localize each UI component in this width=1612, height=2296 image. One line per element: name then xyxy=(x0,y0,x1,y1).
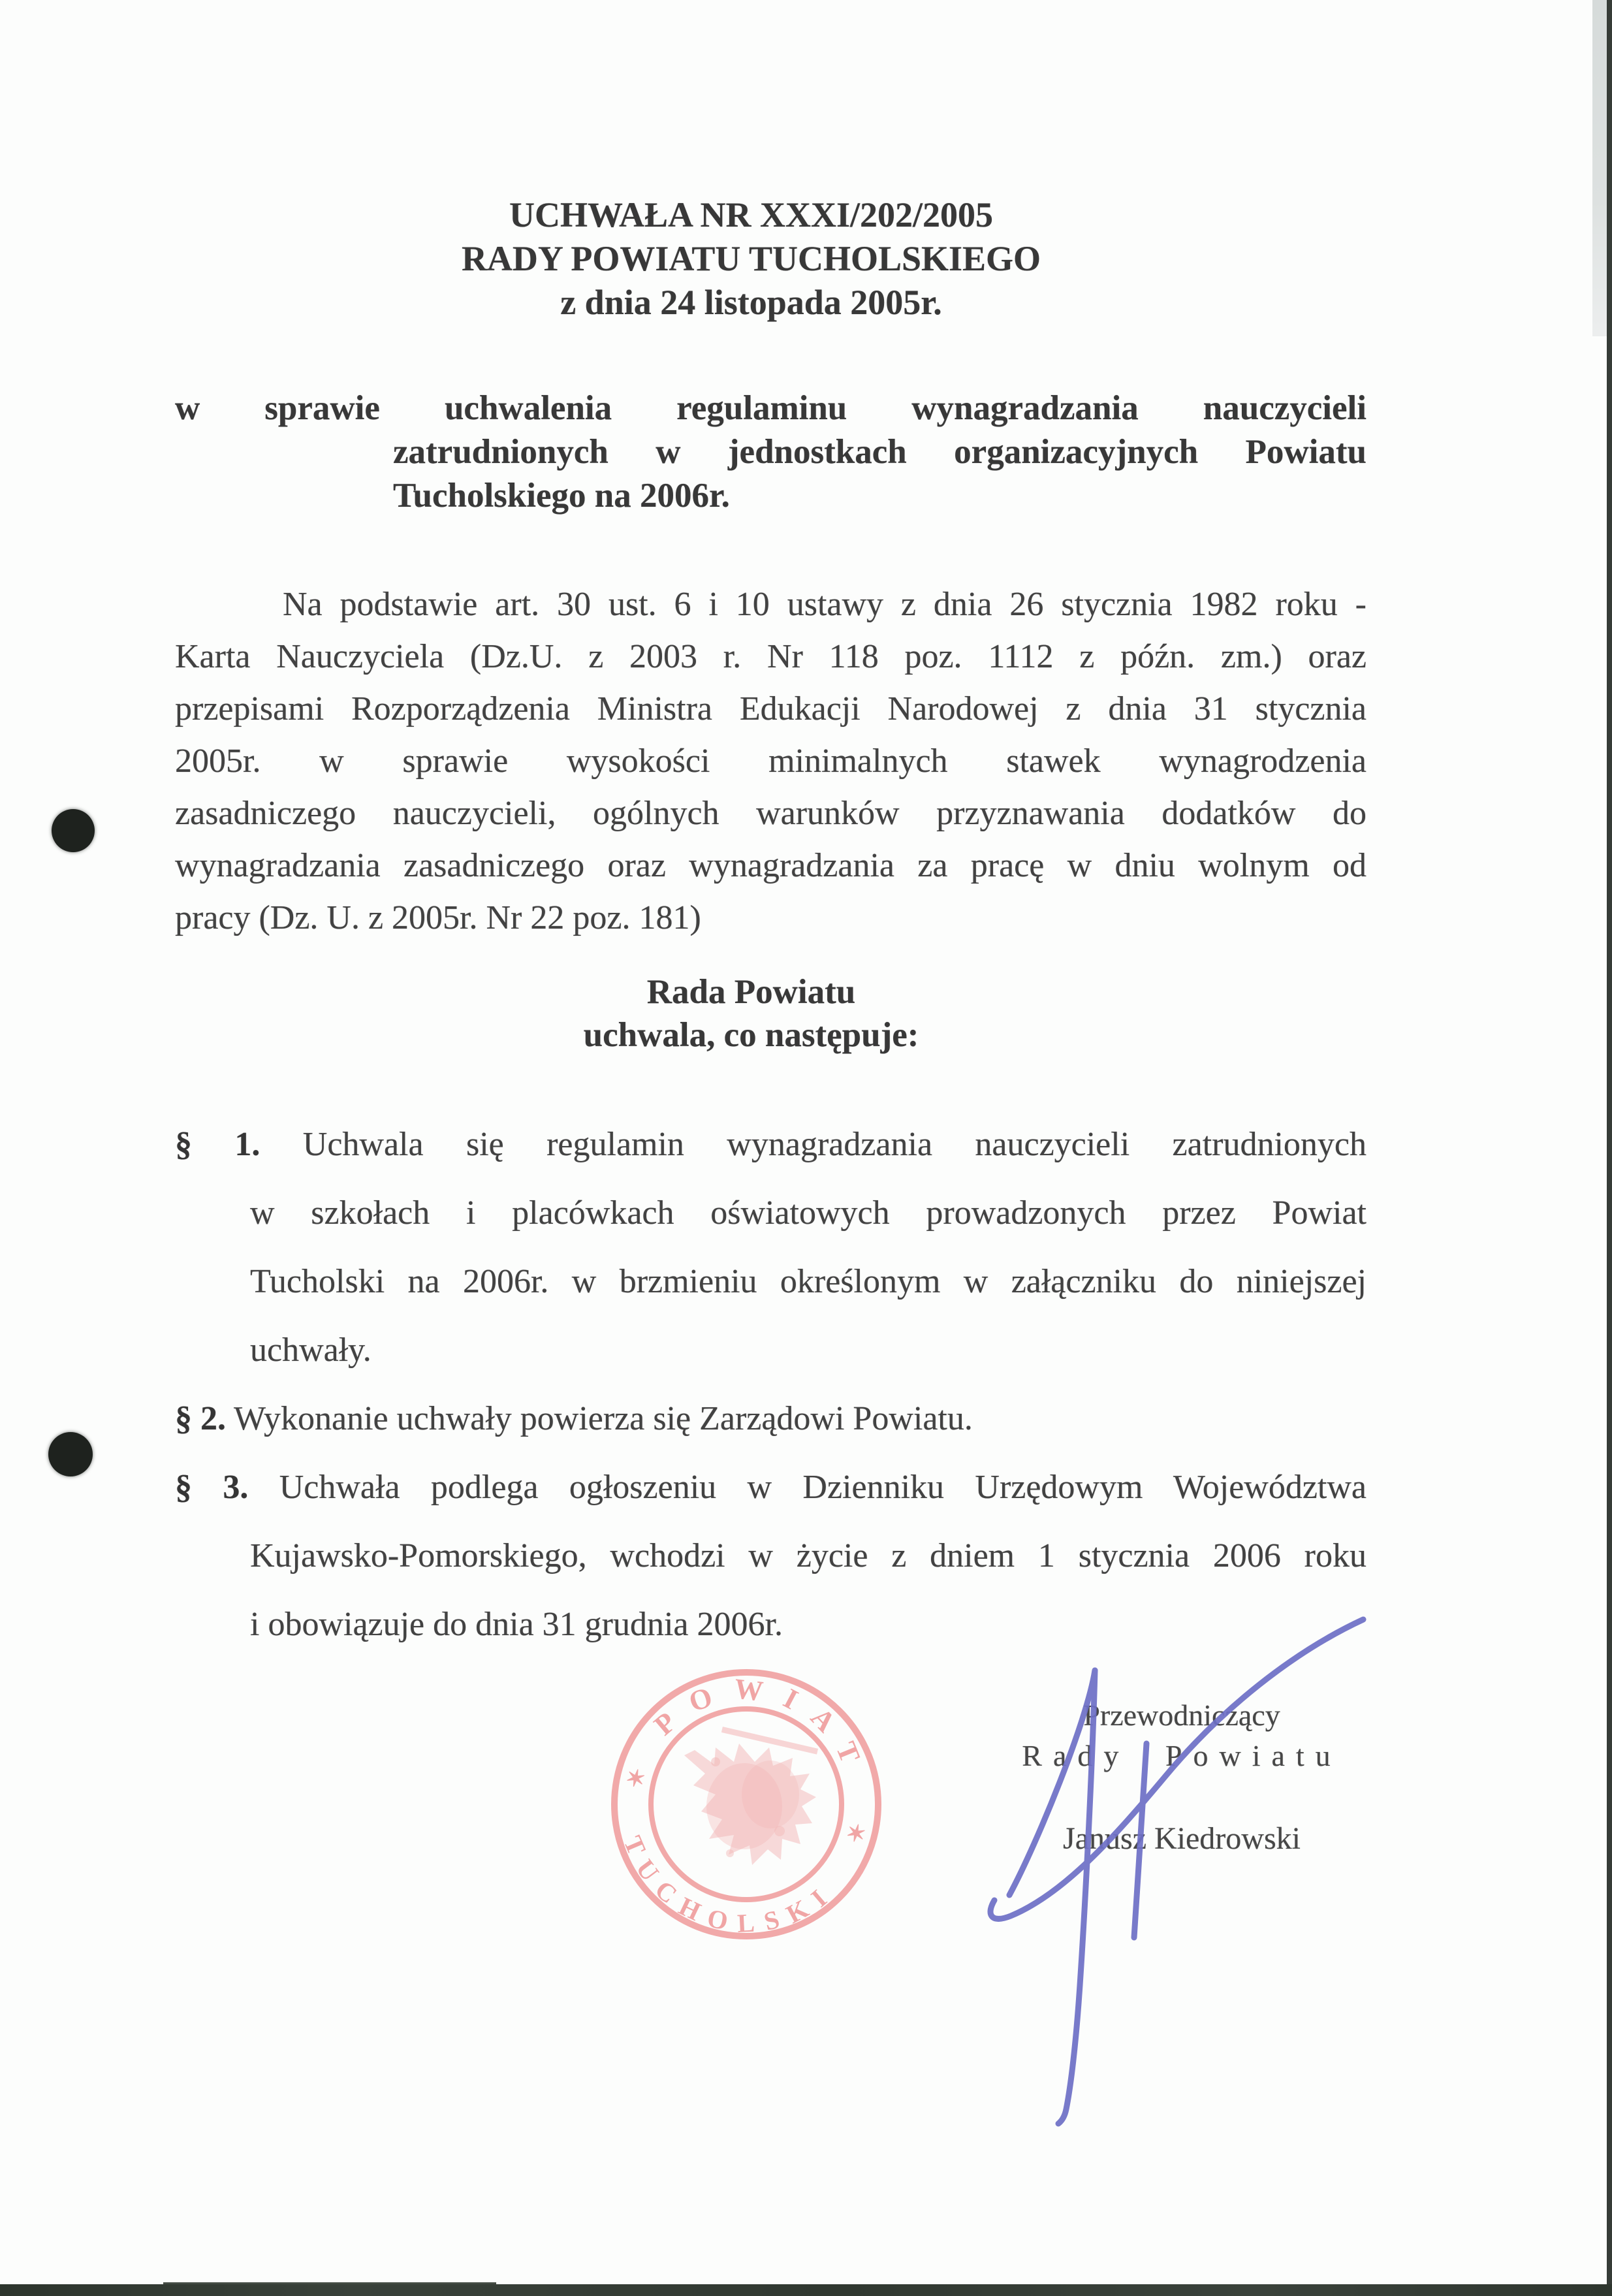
title-line-3: z dnia 24 listopada 2005r. xyxy=(560,283,942,322)
section-2-text: Wykonanie uchwały powierza się Zarządowi Powiatu. xyxy=(226,1400,973,1437)
stamp-star-right-icon: ✶ xyxy=(843,1818,869,1849)
section-3-text: Uchwała podlega ogłoszeniu w Dzienniku Urzędowym Województwa xyxy=(248,1469,1367,1506)
section-1-text: Uchwala się regulamin wynagradzania nauczycieli zatrudnionych xyxy=(260,1126,1367,1163)
section-1-line-4: uchwały. xyxy=(250,1331,371,1369)
title-line-2: RADY POWIATU TUCHOLSKIEGO xyxy=(461,239,1041,278)
resolution-heading-line-1: Rada Powiatu xyxy=(646,973,856,1011)
signature-title-line-2: Rady Powiatu xyxy=(1022,1739,1342,1772)
resolution-heading-line-2: uchwala, co następuje: xyxy=(583,1016,919,1054)
subject-line-3: Tucholskiego na 2006r. xyxy=(393,477,730,515)
section-paragraphs xyxy=(175,1110,1367,1659)
legal-basis-paragraph xyxy=(175,579,1367,944)
section-3-marker: § 3. xyxy=(175,1469,249,1506)
scan-edge-right-line xyxy=(1607,0,1612,2296)
legal-line-3: przepisami Rozporządzenia Ministra Edukacji Narodowej z dnia 31 stycznia xyxy=(175,690,1367,727)
section-1-line-1 xyxy=(175,1110,1367,1179)
subject-line-2: zatrudnionych w jednostkach organizacyjnych Powiatu xyxy=(393,433,1367,471)
legal-line-4: 2005r. w sprawie wysokości minimalnych stawek wynagrodzenia xyxy=(175,742,1367,780)
signature-stroke-diagonal xyxy=(1009,1670,1095,1895)
resolution-heading xyxy=(155,970,1347,1057)
section-3-line-3: i obowiązuje do dnia 31 grudnia 2006r. xyxy=(250,1606,783,1643)
hole-punch-mark-bottom xyxy=(48,1432,93,1476)
section-2-line-1 xyxy=(175,1384,1367,1453)
signature-name: Janusz Kiedrowski xyxy=(1063,1821,1301,1856)
stamp-top-text: POWIAT xyxy=(648,1672,874,1786)
stamp-star-left-icon: ✶ xyxy=(622,1763,648,1794)
stamp-bottom-text: TUCHOLSKI xyxy=(618,1831,842,1938)
title-line-1: UCHWAŁA NR XXXI/202/2005 xyxy=(509,195,994,234)
legal-line-7: pracy (Dz. U. z 2005r. Nr 22 poz. 181) xyxy=(175,899,701,936)
scan-edge-right-gray xyxy=(1592,0,1607,336)
signature-stroke-sweep xyxy=(990,1619,1363,1919)
document-title xyxy=(155,193,1347,325)
signature-stroke-vertical-short xyxy=(1134,1744,1146,1937)
legal-line-1: Na podstawie art. 30 ust. 6 i 10 ustawy z dnia 26 stycznia 1982 roku - xyxy=(283,586,1367,623)
legal-line-5: zasadniczego nauczycieli, ogólnych warunków przyznawania dodatków do xyxy=(175,795,1367,832)
legal-line-6: wynagradzania zasadniczego oraz wynagradzania za pracę w dniu wolnym od xyxy=(175,847,1367,884)
section-1-line-3: Tucholski na 2006r. w brzmieniu określonym w załączniku do niniejszej xyxy=(250,1263,1367,1300)
section-3-line-2: Kujawsko-Pomorskiego, wchodzi w życie z dniem 1 stycznia 2006 roku xyxy=(250,1537,1367,1574)
hole-punch-mark-top xyxy=(52,809,95,852)
section-2-marker: § 2. xyxy=(175,1400,226,1437)
section-3-line-1 xyxy=(175,1453,1367,1522)
section-1-marker: § 1. xyxy=(175,1126,261,1163)
subject-paragraph xyxy=(175,387,1367,518)
subject-line-1: w sprawie uchwalenia regulaminu wynagradzania nauczycieli xyxy=(175,389,1367,427)
section-1-line-2: w szkołach i placówkach oświatowych prowadzonych przez Powiat xyxy=(250,1194,1367,1232)
signature-title-line-1: Przewodniczący xyxy=(1083,1698,1280,1732)
legal-line-2: Karta Nauczyciela (Dz.U. z 2003 r. Nr 118 poz. 1112 z późn. zm.) oraz xyxy=(175,638,1367,675)
scan-edge-bottom-bar xyxy=(0,2284,1612,2296)
handwritten-signature-ink xyxy=(940,1593,1391,2142)
